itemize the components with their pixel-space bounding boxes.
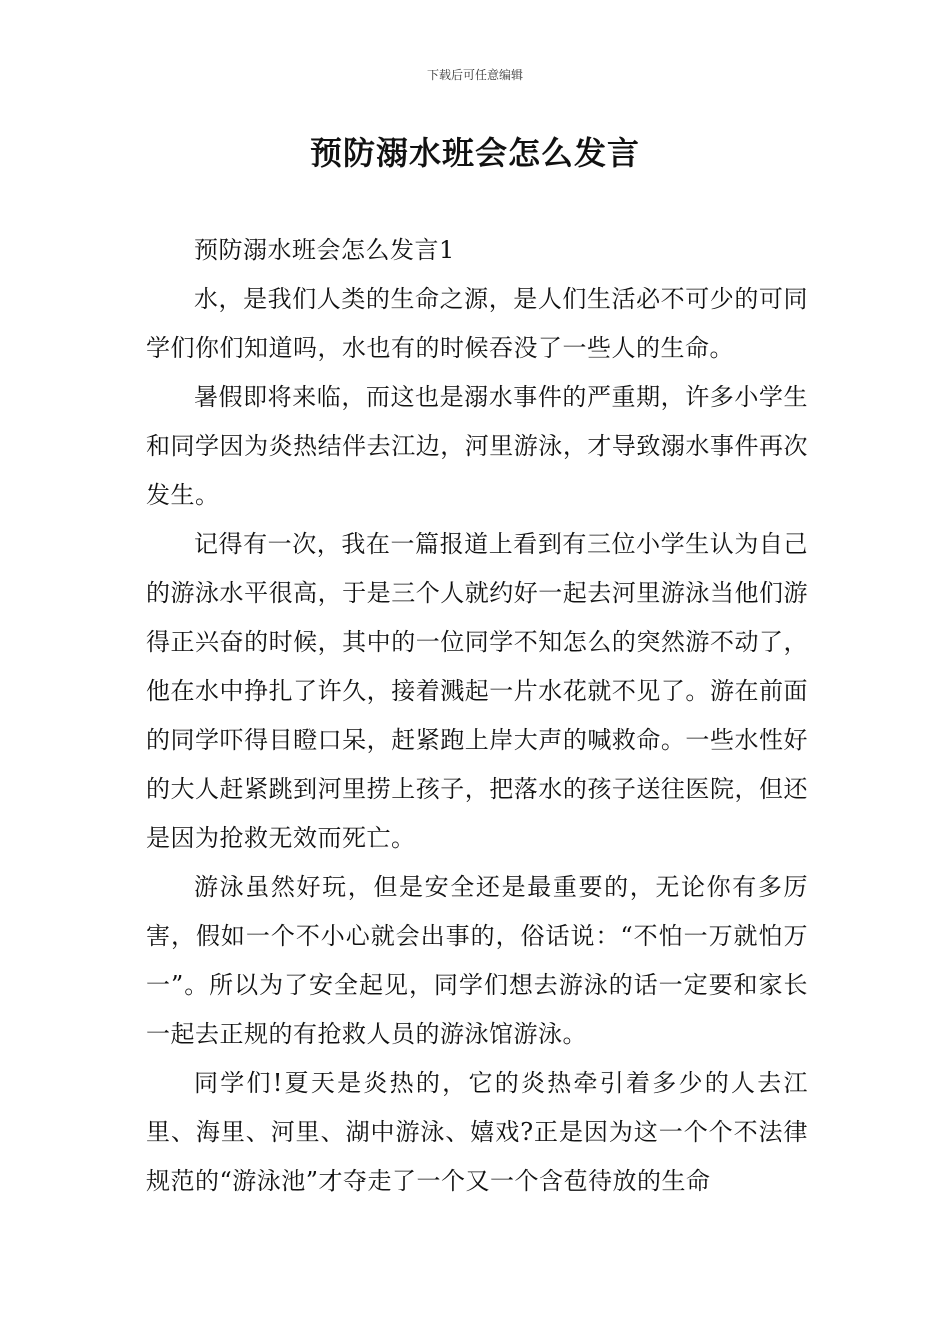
- document-title: 预防溺水班会怎么发言: [309, 134, 640, 172]
- document-body: [146, 226, 808, 1206]
- paragraph: 暑假即将来临，而这也是溺水事件的严重期，许多小学生和同学因为炎热结伴去江边，河里游泳，才导致溺水事件再次发生。: [146, 383, 808, 509]
- paragraph: 水，是我们人类的生命之源，是人们生活必不可少的可同学们你们知道吗，水也有的时候吞没了一些人的生命。: [146, 285, 808, 362]
- section-heading: 预防溺水班会怎么发言1: [194, 236, 455, 264]
- paragraph: 游泳虽然好玩，但是安全还是最重要的，无论你有多厉害，假如一个不小心就会出事的，俗话说：“不怕一万就怕万一”。所以为了安全起见，同学们想去游泳的话一定要和家长一起去正规的有抢救人员的游泳馆游泳。: [146, 873, 808, 1048]
- paragraph: 同学们!夏天是炎热的，它的炎热牵引着多少的人去江里、海里、河里、湖中游泳、嬉戏?正是因为这一个个不法律规范的“游泳池”才夺走了一个又一个含苞待放的生命: [146, 1069, 808, 1195]
- header-note: 下载后可任意编辑: [426, 68, 523, 82]
- paragraph: 记得有一次，我在一篇报道上看到有三位小学生认为自己的游泳水平很高，于是三个人就约好一起去河里游泳当他们游得正兴奋的时候，其中的一位同学不知怎么的突然游不动了，他在水中挣扎了许久，接着溅起一片水花就不见了。游在前面的同学吓得目瞪口呆，赶紧跑上岸大声的喊救命。一些水性好的大人赶紧跳到河里捞上孩子，把落水的孩子送往医院，但还是因为抢救无效而死亡。: [146, 530, 808, 852]
